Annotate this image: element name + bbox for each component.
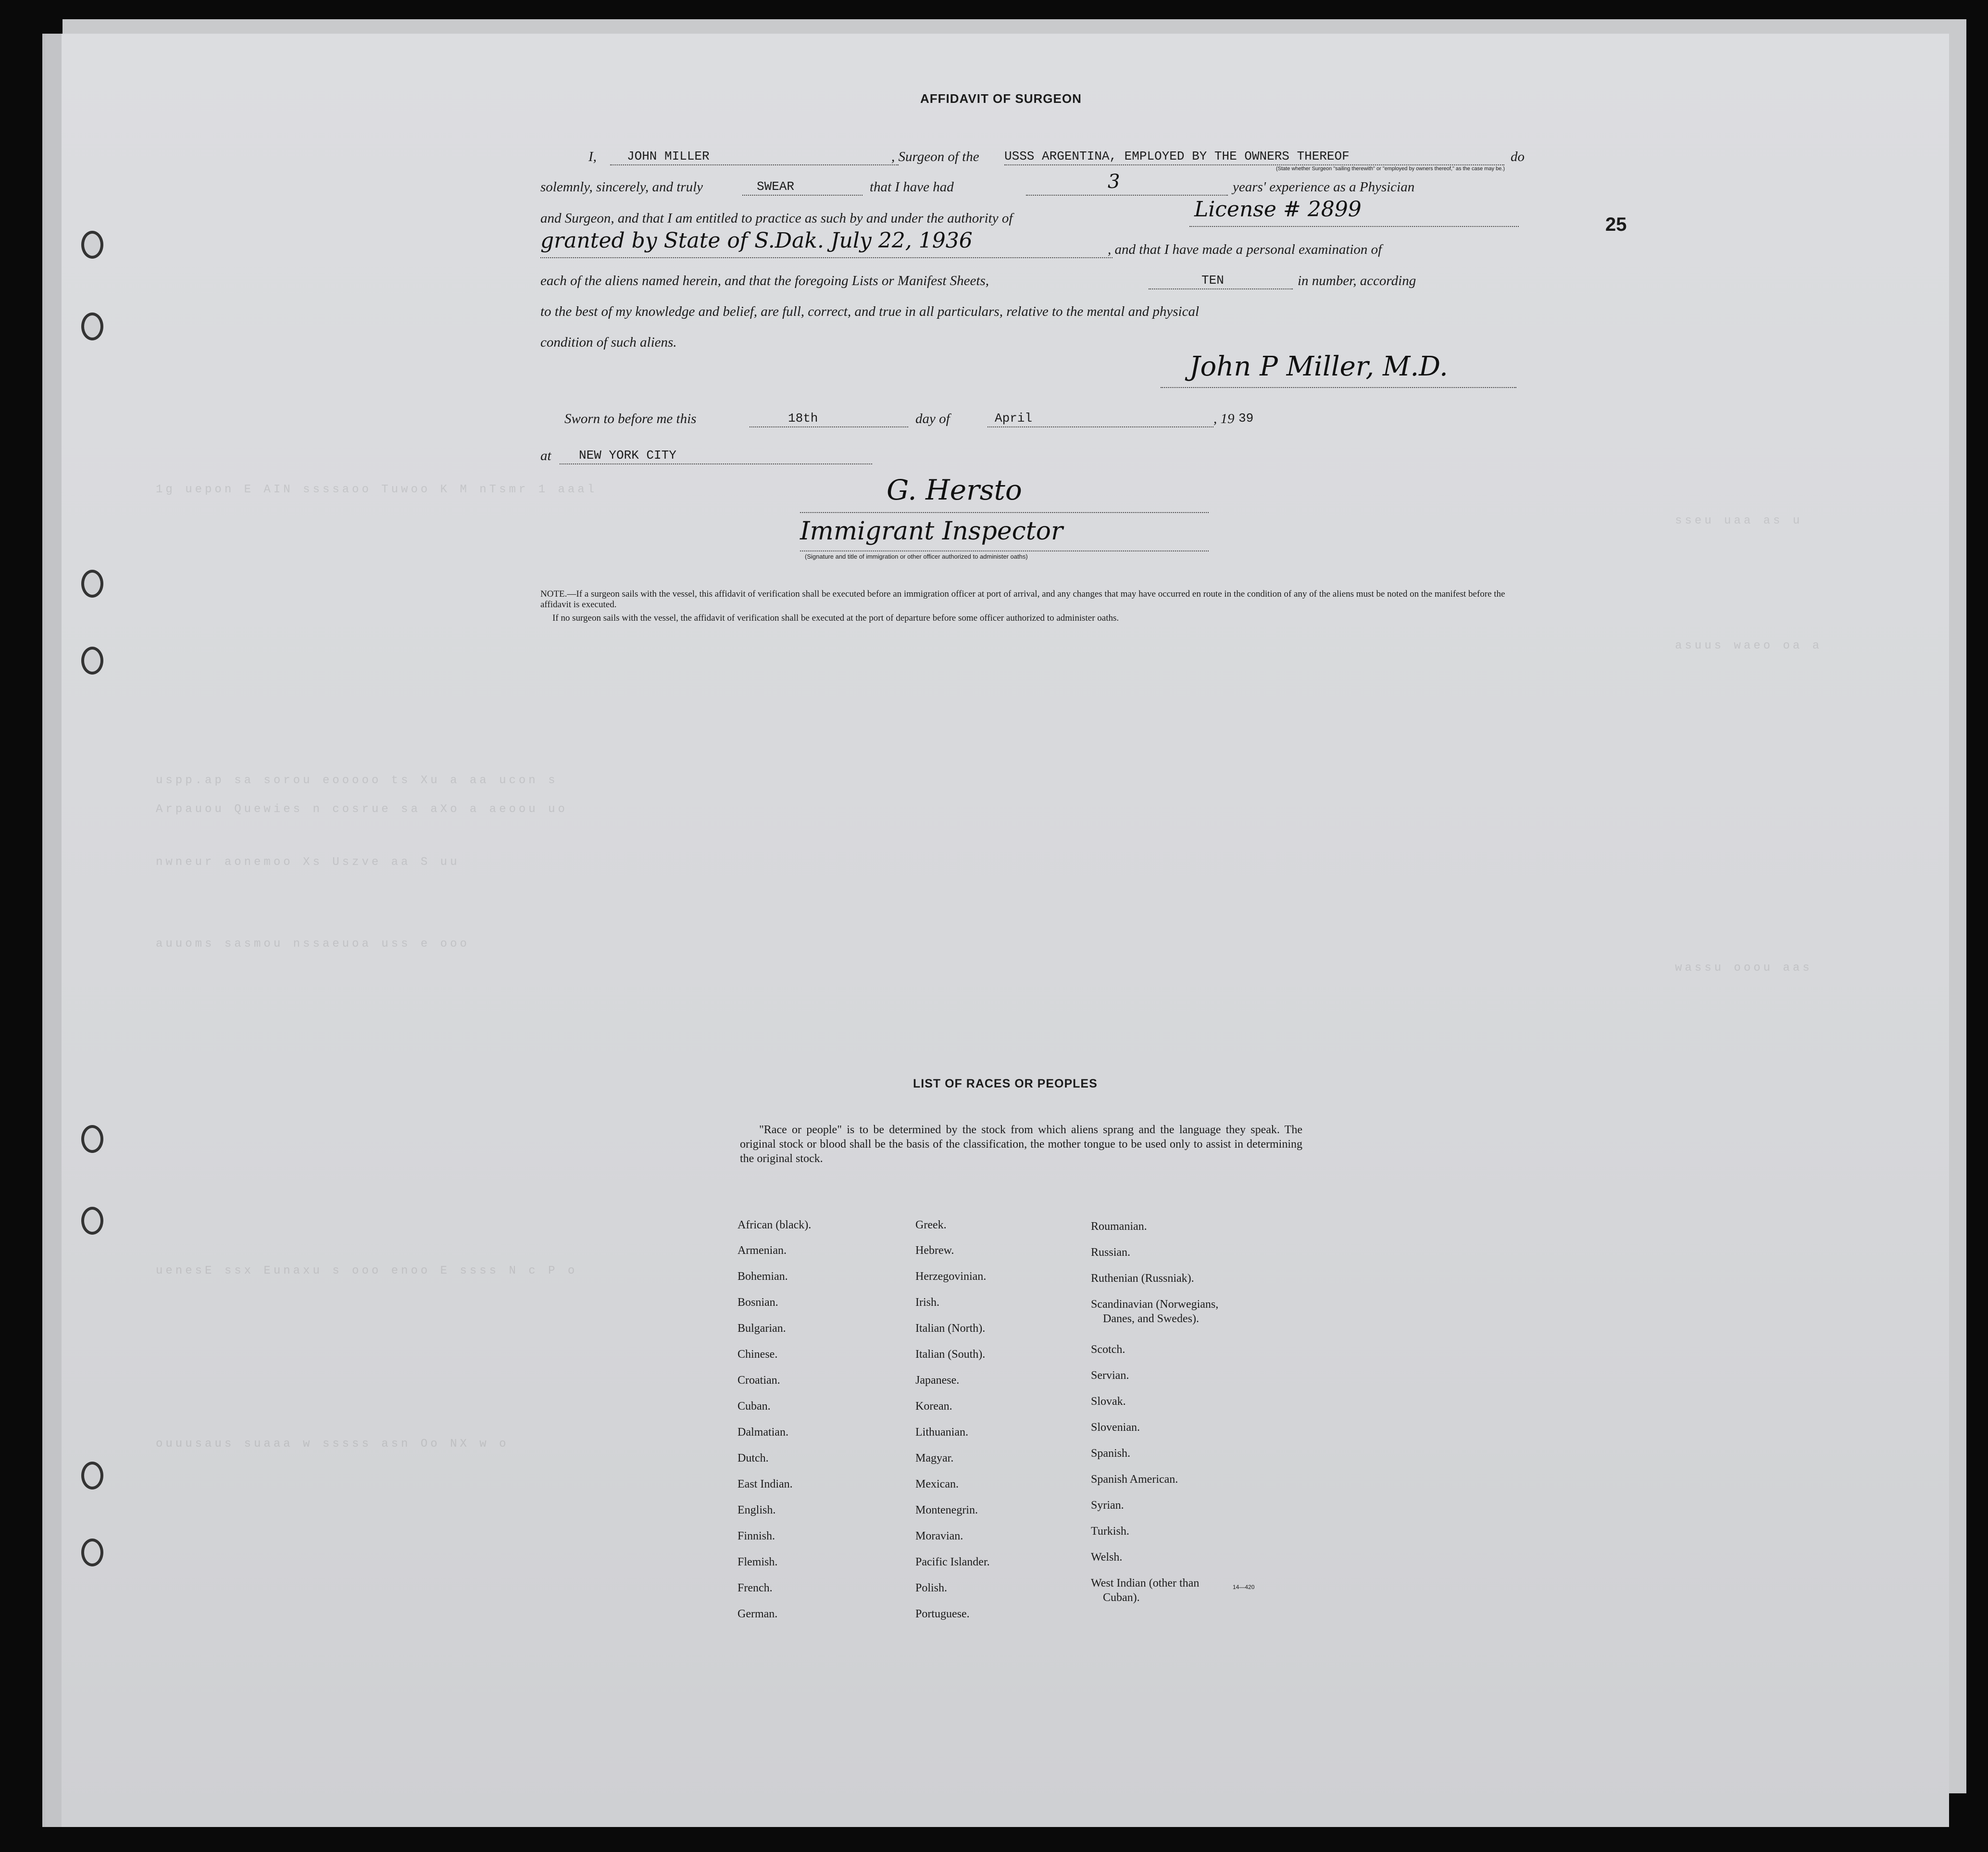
officer-caption: (Signature and title of immigration or other officer authorized to administer oaths) (805, 553, 1028, 560)
race-item: Mexican. (915, 1478, 959, 1490)
race-item: Chinese. (738, 1348, 778, 1361)
years-experience: 3 (1108, 171, 1120, 193)
line1-mid: , Surgeon of the (891, 149, 979, 164)
races-heading: LIST OF RACES OR PEOPLES (913, 1077, 1098, 1090)
race-item: German. (738, 1608, 778, 1620)
race-item: Dutch. (738, 1452, 769, 1464)
race-item: Cuban). (1103, 1591, 1140, 1604)
line2-mid: that I have had (870, 179, 954, 195)
race-item: Scandinavian (Norwegians, (1091, 1298, 1219, 1311)
page-edge (45, 34, 62, 1827)
binder-hole (81, 1125, 103, 1153)
race-item: Magyar. (915, 1452, 954, 1464)
race-item: Turkish. (1091, 1525, 1129, 1538)
officer-title: Immigrant Inspector (800, 517, 1063, 546)
race-item: Spanish American. (1091, 1473, 1178, 1486)
race-item: Hebrew. (915, 1244, 954, 1257)
race-item: Armenian. (738, 1244, 787, 1257)
race-item: Ruthenian (Russniak). (1091, 1272, 1194, 1285)
race-item: Scotch. (1091, 1343, 1125, 1356)
race-item: Servian. (1091, 1369, 1129, 1382)
race-item: Welsh. (1091, 1551, 1123, 1564)
officer-signature: G. Hersto (887, 474, 1022, 506)
race-item: Italian (North). (915, 1322, 986, 1335)
line1-pre: I, (588, 149, 597, 164)
race-item: Moravian. (915, 1530, 963, 1542)
license-grant: granted by State of S.Dak. July 22, 1936 (540, 228, 973, 253)
note-no-surgeon: If no surgeon sails with the vessel, the affidavit of verification shall be executed at the port of departure before some officer authorized to administer oaths. (552, 613, 1119, 623)
binder-hole (81, 647, 103, 675)
binder-hole (81, 1462, 103, 1489)
binder-hole (81, 1207, 103, 1235)
note-surgeon-sails: NOTE.—If a surgeon sails with the vessel, this affidavit of verification shall be executed before an immigration officer at port of arrival, and any changes that may have occurred en route in the condition of any of the aliens must be noted on the manifest before the affidavit is executed. (540, 589, 1505, 610)
race-item: Korean. (915, 1400, 952, 1413)
page-number: 25 (1605, 214, 1627, 235)
race-item: East Indian. (738, 1478, 793, 1490)
vessel-name: USSS ARGENTINA, EMPLOYED BY THE OWNERS THEREOF (1004, 149, 1350, 163)
line5-post: in number, according (1298, 273, 1416, 288)
line3-pre: and Surgeon, and that I am entitled to practice as such by and under the authority of (540, 211, 1013, 226)
race-item: Russian. (1091, 1246, 1131, 1259)
race-item: Spanish. (1091, 1447, 1131, 1460)
race-item: Lithuanian. (915, 1426, 968, 1439)
line7: condition of such aliens. (540, 335, 677, 350)
race-item: Pacific Islander. (915, 1556, 990, 1568)
line5-pre: each of the aliens named herein, and that the foregoing Lists or Manifest Sheets, (540, 273, 989, 288)
sworn-pre: Sworn to before me this (564, 411, 697, 426)
race-item: Portuguese. (915, 1608, 970, 1620)
sheet-count: TEN (1201, 273, 1224, 288)
form-code: 14—420 (1233, 1584, 1255, 1590)
race-item: Croatian. (738, 1374, 780, 1387)
line2-pre: solemnly, sincerely, and truly (540, 179, 703, 195)
race-item: Bosnian. (738, 1296, 778, 1309)
race-item: Greek. (915, 1219, 947, 1231)
race-item: Bulgarian. (738, 1322, 786, 1335)
race-item: English. (738, 1504, 776, 1516)
binder-hole (81, 1539, 103, 1566)
surgeon-name: JOHN MILLER (627, 149, 710, 163)
line2-post: years' experience as a Physician (1233, 179, 1415, 195)
binder-hole (81, 313, 103, 340)
race-item: African (black). (738, 1219, 812, 1231)
affidavit-heading: AFFIDAVIT OF SURGEON (920, 91, 1082, 106)
sworn-year-prefix: , 19 (1213, 411, 1235, 426)
sworn-day: 18th (788, 411, 818, 425)
oath-word: SWEAR (757, 179, 795, 194)
binder-hole (81, 570, 103, 598)
race-item: Irish. (915, 1296, 939, 1309)
race-item: Bohemian. (738, 1270, 788, 1283)
surgeon-signature: John P Miller, M.D. (1189, 351, 1448, 382)
line6: to the best of my knowledge and belief, are full, correct, and true in all particulars, relative to the mental and physical (540, 304, 1200, 319)
line4-post: , and that I have made a personal examination of (1108, 242, 1382, 257)
line1-post: do (1511, 149, 1525, 164)
race-item: Finnish. (738, 1530, 775, 1542)
race-item: Herzegovinian. (915, 1270, 987, 1283)
race-item: Italian (South). (915, 1348, 986, 1361)
race-item: Dalmatian. (738, 1426, 788, 1439)
binder-hole (81, 231, 103, 259)
race-item: Montenegrin. (915, 1504, 978, 1516)
license-authority: License # 2899 (1194, 197, 1362, 222)
at-pre: at (540, 448, 551, 463)
race-item: Polish. (915, 1582, 948, 1594)
race-item: Slovenian. (1091, 1421, 1140, 1434)
sworn-year: 39 (1238, 411, 1254, 425)
race-item: Japanese. (915, 1374, 960, 1387)
race-item: Syrian. (1091, 1499, 1124, 1512)
sworn-mid: day of (915, 411, 950, 426)
sworn-month: April (995, 411, 1033, 425)
race-item: Danes, and Swedes). (1103, 1313, 1199, 1325)
race-item: Slovak. (1091, 1395, 1126, 1408)
sworn-place: NEW YORK CITY (579, 448, 676, 463)
races-intro: "Race or people" is to be determined by the stock from which aliens sprang and the language they speak. The original stock or blood shall be the basis of the classification, the mother tongue to be used only to assist in determining the original stock. (740, 1124, 1302, 1165)
race-item: Flemish. (738, 1556, 778, 1568)
race-item: Cuban. (738, 1400, 771, 1413)
state-note: (State whether Surgeon "sailing therewith" or "employed by owners thereof," as the case may be.) (1276, 166, 1505, 172)
race-item: Roumanian. (1091, 1220, 1147, 1233)
manifest-page: 1g uepon E AIN ssssaoo Tuwoo K M nTsmr 1 aaal uspp.ap sa sorou eooooo ts Xu a aa ucon s Arpauou Quewies n cosrue sa aXo a aeoou uo nwneur aonemoo Xs Uszve aa S uu auuoms sasmou nssaeuoa uss e ooo uenesE ssx Eunaxu s ooo enoo E ssss N c P o ouuusaus suaaa w sssss asn Oo NX w o sseu uaa as u asuus waeo oa a wassu ooou aas 25 AFFIDAVIT OF SURGEON I, JOHN MILLER , Surgeon of the USSS ARGENTINA, EMPLOYED BY THE OWNERS THEREOF do (State whether Surgeon "sailing therewith" or "employed by owners thereof," as the case may be.) solemnly, sincerely, and truly SWEAR that I have had 3 years' experience as a Physician and Surgeon, and that I am entitled to practice as such by and under the authority of License # 2899 granted by State of S.Dak. July 22, 1936 , and that I have made a personal examination of each of the aliens named herein, and that the foregoing Lists or Manifest Sheets, TEN in number, according to the best of my knowledge and belief, are full, correct, and true in all particulars, relative to the mental and physical condition of such aliens. John P Miller, M.D. Sworn to before me this 18th day of April , 19 39 at NEW YORK CITY G. Hersto Immigrant Inspector (Signature and title of immigration or other officer authorized to administer oaths) NOTE.—If a surgeon sails with the vessel, this affidavit of verification shall be executed before an immigration officer at port of arrival, and any changes that may have occurred en route in the condition of any of the aliens must be noted on the manifest before the affidavit is executed. If no surgeon sails with the vessel, the affidavit of verification shall be executed at the port of departure before some officer authorized to administer oaths. LIST OF RACES OR PEOPLES "Race or people" is to be determined by the stock from which aliens sprang and the language they speak. The original stock or blood shall be the basis of the classification, the mother tongue to be used only to assist in determining the original stock. African (black). Armenian. Bohemian. Bosnian. Bulgarian. Chinese. Croatian. Cuban. Dalmatian. Dutch. East Indian. English. Finnish. Flemish. French. German. Greek. Hebrew. Herzegovinian. Irish. Italian (North). Italian (South). Japanese. Korean. Lithuanian. Magyar. Mexican. Montenegrin. Moravian. Pacific Islander. Polish. Portuguese. Roumanian. Russian. Ruthenian (Russniak). Scandinavian (Norwegians, Danes, and Swedes). Scotch. Servian. Slovak. Slovenian. Spanish. Spanish American. Syrian. Turkish. Welsh. West Indian (other than Cuban). 14—420 (42, 34, 1949, 1827)
race-item: West Indian (other than (1091, 1577, 1200, 1589)
race-item: French. (738, 1582, 773, 1594)
